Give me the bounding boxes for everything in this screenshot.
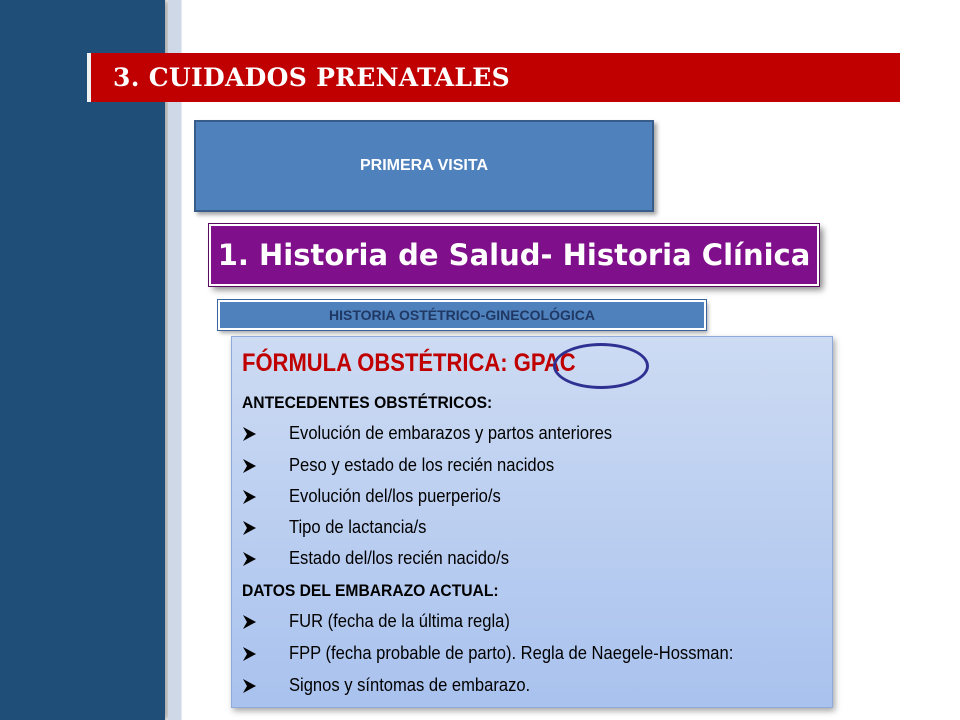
list-item: [242, 643, 772, 664]
primera-visita-label: PRIMERA VISITA: [359, 157, 488, 174]
arrow-bullet-icon: [242, 520, 257, 536]
list-item-text: Tipo de lactancia/s: [289, 517, 427, 537]
arrow-bullet-icon: [242, 614, 257, 630]
list-item-text: Evolución de embarazos y partos anteriores: [289, 423, 613, 443]
historia-salud-label: 1. Historia de Salud- Historia Clínica: [217, 238, 811, 272]
section-title: 3. CUIDADOS PRENATALES: [113, 63, 510, 92]
gpac-highlight-circle: [553, 343, 649, 389]
antecedentes-heading: ANTECEDENTES OBSTÉTRICOS:: [242, 393, 493, 412]
historia-obstetrica-label: HISTORIA OSTÉTRICO-GINECOLÓGICA: [328, 307, 595, 323]
actual-heading: DATOS DEL EMBARAZO ACTUAL:: [242, 581, 499, 600]
arrow-bullet-icon: [242, 458, 257, 474]
arrow-bullet-icon: [242, 489, 257, 505]
section-title-bar: [87, 53, 900, 102]
historia-salud-box: [209, 224, 819, 286]
left-sidebar-band: [0, 0, 165, 720]
list-item-text: Evolución del/los puerperio/s: [289, 486, 501, 506]
primera-visita-box: [194, 120, 654, 212]
list-item: [242, 675, 551, 696]
arrow-bullet-icon: [242, 646, 257, 662]
left-sidebar-stripe: [168, 0, 182, 720]
list-item-text: FPP (fecha probable de parto). Regla de Naegele-Hossman:: [289, 643, 734, 663]
arrow-bullet-icon: [242, 678, 257, 694]
list-item-text: Estado del/los recién nacido/s: [289, 548, 510, 568]
arrow-bullet-icon: [242, 426, 257, 442]
list-item: [242, 611, 529, 632]
list-item: [242, 486, 519, 507]
list-item: [242, 455, 577, 476]
list-item: [242, 423, 640, 444]
list-item-text: Signos y síntomas de embarazo.: [289, 675, 531, 695]
arrow-bullet-icon: [242, 551, 257, 567]
list-item-text: FUR (fecha de la última regla): [289, 611, 510, 631]
list-item-text: Peso y estado de los recién nacidos: [289, 455, 555, 475]
list-item: [242, 517, 438, 538]
content-panel: [231, 336, 833, 708]
historia-obstetrica-box: [218, 300, 706, 330]
formula-obstetrica: FÓRMULA OBSTÉTRICA: GPAC: [242, 349, 576, 377]
list-item: [242, 548, 528, 569]
